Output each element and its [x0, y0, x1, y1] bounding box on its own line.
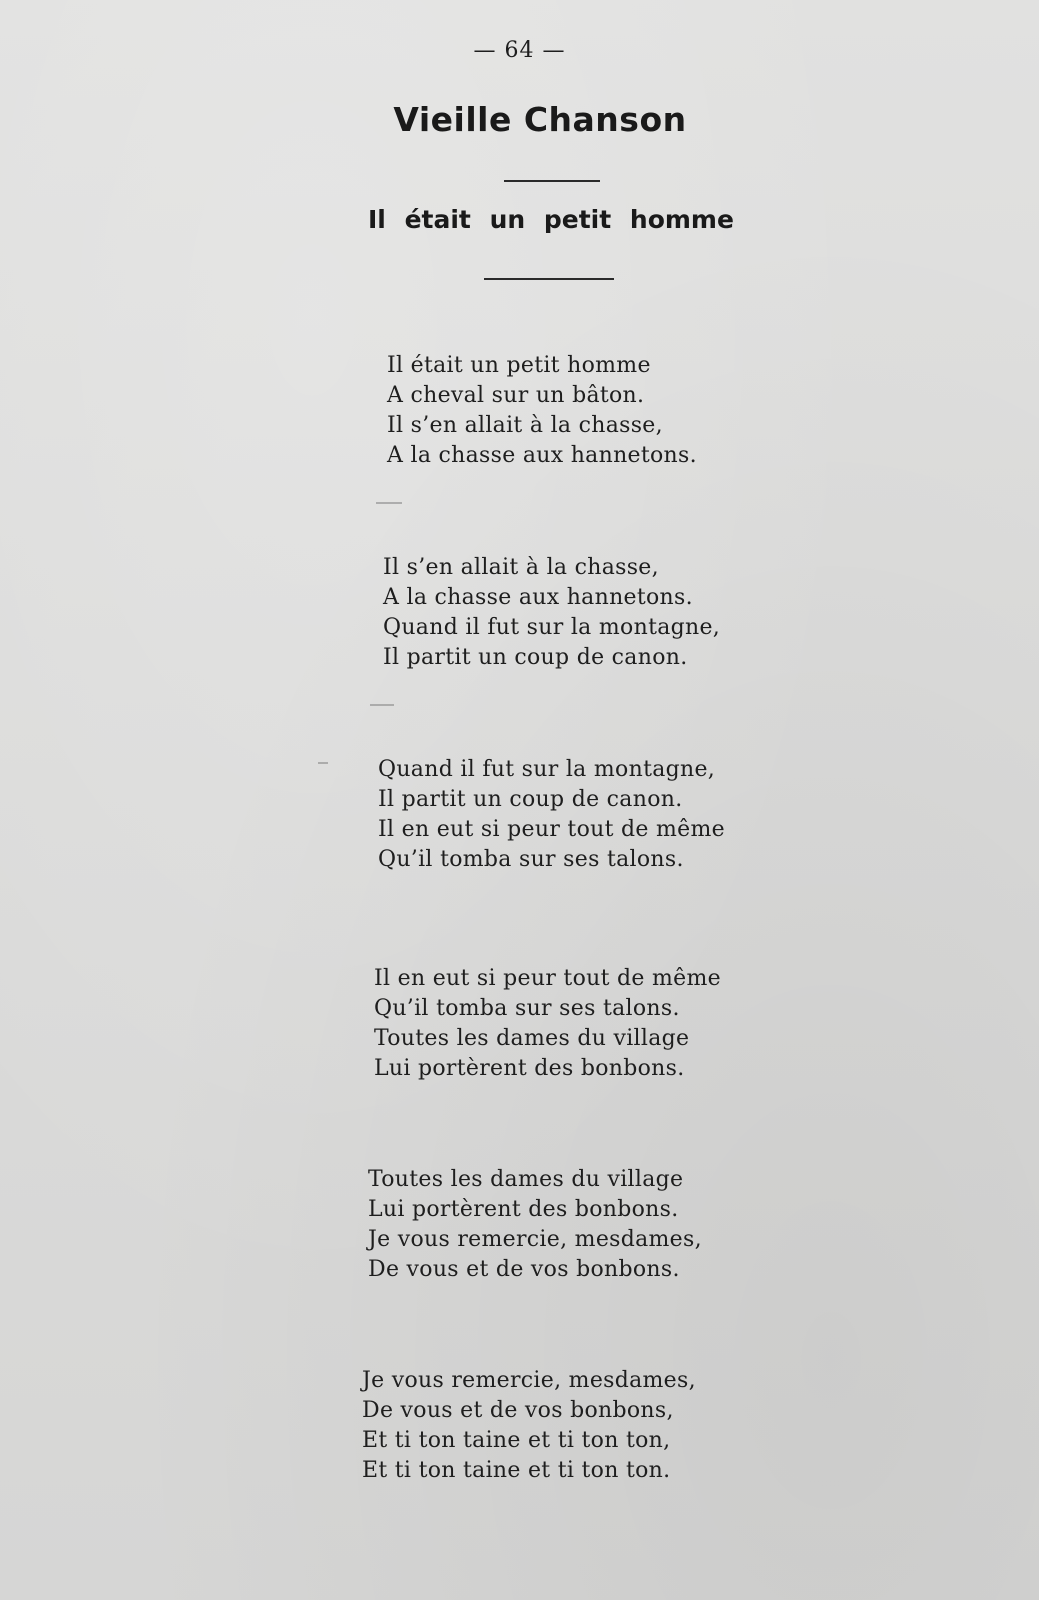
verse-line: Quand il fut sur la montagne, — [383, 615, 721, 640]
stanza-2 — [383, 553, 720, 673]
verse-line: Qu’il tomba sur ses talons. — [374, 996, 680, 1021]
verse-line: Et ti ton taine et ti ton ton, — [362, 1428, 671, 1453]
print-mark — [376, 502, 402, 504]
verse-line: Quand il fut sur la montagne, — [378, 757, 716, 782]
verse-line: A cheval sur un bâton. — [387, 383, 645, 408]
verse-line: Il en eut si peur tout de même — [378, 817, 725, 842]
stanza-1 — [387, 351, 697, 471]
verse-line: Il partit un coup de canon. — [378, 787, 683, 812]
verse-line: Lui portèrent des bonbons. — [368, 1197, 679, 1222]
subtitle-divider — [484, 278, 614, 280]
stanza-6 — [362, 1366, 696, 1486]
verse-line: De vous et de vos bonbons, — [362, 1398, 674, 1423]
verse-line: Il s’en allait à la chasse, — [383, 555, 659, 580]
verse-line: Et ti ton taine et ti ton ton. — [362, 1458, 671, 1483]
stanza-5 — [368, 1165, 702, 1285]
song-title: Vieille Chanson — [393, 100, 687, 139]
page-number: — 64 — — [473, 38, 566, 63]
verse-line: Il s’en allait à la chasse, — [387, 413, 663, 438]
print-mark — [370, 704, 394, 706]
verse-line: Toutes les dames du village — [368, 1167, 684, 1192]
verse-line: Toutes les dames du village — [374, 1026, 690, 1051]
verse-line: Qu’il tomba sur ses talons. — [378, 847, 684, 872]
verse-line: Je vous remercie, mesdames, — [362, 1368, 696, 1393]
stanza-4 — [374, 964, 721, 1084]
verse-line: Il était un petit homme — [387, 353, 651, 378]
verse-line: Il en eut si peur tout de même — [374, 966, 721, 991]
verse-line: A la chasse aux hannetons. — [383, 585, 693, 610]
title-divider — [504, 180, 600, 182]
print-mark — [318, 762, 328, 764]
verse-line: Lui portèrent des bonbons. — [374, 1056, 685, 1081]
verse-line: Il partit un coup de canon. — [383, 645, 688, 670]
verse-line: De vous et de vos bonbons. — [368, 1257, 680, 1282]
stanza-3 — [378, 755, 725, 875]
verse-line: Je vous remercie, mesdames, — [368, 1227, 702, 1252]
song-subtitle: Il était un petit homme — [368, 205, 734, 234]
verse-line: A la chasse aux hannetons. — [387, 443, 697, 468]
